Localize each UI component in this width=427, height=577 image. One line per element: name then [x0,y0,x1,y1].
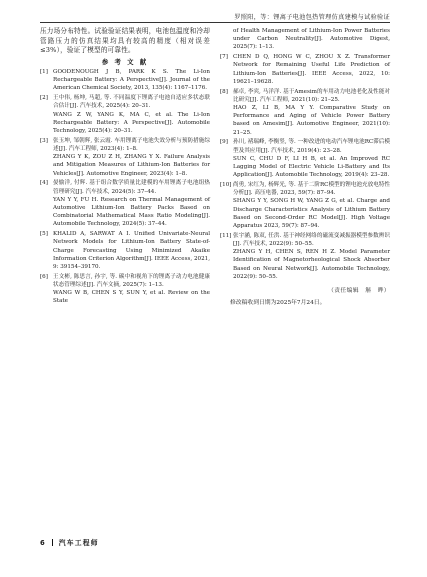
reference-body [233,53,390,86]
reference-number: [3] [40,137,48,144]
reference-item [40,94,210,135]
header-rule [40,22,390,23]
reference-item [220,88,390,137]
reference-body [53,137,210,178]
references-title: 参 考 文 献 [101,57,149,66]
reference-text: 张玉坤, 邹朝辉, 张云霞. 车用锂离子电池失效分析与预防措施综述[J]. 汽车工程师, 2023(4): 1–8. [53,137,210,152]
reference-english-text: SHANG Y Y, SONG H W, YANG Z G, et al. Charge and Discharge Characteristics Analysis of Lithium Battery Based on Second-Order RC Model[J]. High Voltage Apparatus 2023, 59(7): 87–94. [233,198,390,230]
received-date: 修改稿收到日期为2025年7月24日。 [230,300,326,307]
reference-body [233,232,390,281]
reference-body [233,138,390,179]
reference-body [233,181,390,230]
reference-number: [1] [40,68,48,75]
reference-text: 王文彬, 陈思言, 孙宇, 等. 碳中和视角下的锂离子动力电池健康状态管理综述[J]. 汽车文摘, 2025(7): 1–13. [53,273,210,289]
reference-text: KHALID A, SARWAT A I. Unified Univariate-Neural Network Models for Lithium-Ion Battery State-of-Charge Forecasting Using Minimized Akaike Information Criterion Algorithm[J]. IEEE Access, 2021, 9: 39154–39170. [53,231,210,271]
reference-text: 晏愉洋, 付辉. 基于组合数学质量比建模的车用锂离子电池组热管理研究[J]. 汽车技术, 2024(5): 37–44. [53,180,210,195]
right-column [220,27,390,307]
reference-english-text: ZHANG Y H, CHEN S, REN H Z. Model Parameter Identification of Magnetorheological Shock Absorber Based on Neural Network[J]. Automobile Technology, 2022(9): 50–55. [233,249,390,280]
reference-item [220,53,390,86]
conclusion-text: 压力场分布特性。试验验证结果表明，电池包温度和冷却管路压力的仿真结果均具有较高的精度（相对误差≤3%），验证了模型的可靠性。 [40,27,210,55]
reference-item [40,273,210,306]
reference-english-text: WANG Z W, YANG K, MA C, et al. The Li-Ion Rechargeable Battery: A Perspective[J]. Automobile Technology, 2025(4): 20–31. [53,111,210,134]
reference-body [53,94,210,135]
reference-text: CHEN D Q, HONG W C, ZHOU X Z. Transformer Network for Remaining Useful Life Prediction of Lithium-Ion Batteries[J]. IEEE Access, 2022, 10: 19621–19628. [233,54,390,85]
reference-item [40,68,210,93]
reference-number: [8] [220,88,228,95]
reference-body [233,27,390,52]
reference-item [220,181,390,230]
reference-list-right [220,27,390,281]
reference-text: 孙川, 褚瑞峰, 李衡竖, 等. 一种改进的电动汽车锂电池RC滞后模型及其应用[J]. 汽车技术, 2019(4): 23–28. [233,139,390,154]
reference-item [220,232,390,281]
reference-number: [11] [220,232,232,239]
reference-item [40,179,210,228]
reference-text: 张宇涵, 陈双, 任洪. 基于神经网络的磁流变减振器模型参数辨识[J]. 汽车技术, 2022(9): 50–55. [233,232,390,248]
reference-body [53,273,210,306]
reference-body [233,88,390,137]
reference-body [53,179,210,228]
reference-english-text: YAN Y Y, FU H. Research on Thermal Management of Automotive Lithium-Ion Battery Packs Based on Combinatorial Mathematical Mass Ratio Modeling[J]. Automobile Technology, 2024(5): 37–44. [53,196,210,228]
journal-name: 汽车工程师 [58,539,99,547]
reference-text: 尚勇, 宋红为, 杨辉光, 等. 基于二阶RC模型的锂电池充放电特性分析[J]. 高压电器, 2023, 59(7): 87–94. [233,182,390,197]
reference-text: GOODENOUGH J B, PARK K S. The Li-Ion Rechargeable Battery: A Perspective[J]. Journal of the American Chemical Society, 2013, 135(4): 1167–1176. [53,68,210,92]
footer-separator [52,539,53,546]
reference-text: 郝卓, 李宾, 马洋洋. 基于Amesim的车用动力电池老化及性能对比研究[J]. 汽车工程师, 2021(10): 21–25. [233,88,390,103]
reference-item [220,138,390,179]
page-footer [40,537,99,547]
reference-number: [4] [40,180,48,187]
reference-number: [10] [220,182,232,189]
reference-number: [9] [220,139,228,146]
running-header: 罗照阳，等：锂离子电池包热管理仿真建模与试验验证 [234,14,390,21]
reference-english-text: HAO Z, LI B, MA Y Y. Comparative Study on Performance and Aging of Vehicle Power Battery based on Amesim[J]. Automotive Engineer, 2021(10): 21–25. [233,105,390,136]
reference-english-text: SUN C, CHU D F, LI H B, et al. An Improved RC Lagging Model of Electric Vehicle Li-Battery and Its Application[J]. Automobile Technology, 2019(4): 23–28. [233,155,390,179]
reference-english-text: WANG W B, CHEN S Y, SUN Y, et al. Review on the State [53,290,210,305]
responsible-editor: （责任编辑 斛 晔） [328,288,390,295]
reference-number [220,27,233,52]
reference-item [40,137,210,178]
reference-item [220,27,390,52]
reference-body [53,230,210,271]
reference-english-text: ZHANG Y K, ZOU Z H, ZHANG Y X. Failure Analysis and Mitigation Measures of Lithium-Ion Batteries for Vehicles[J]. Automotive Engineer, 2023(4): 1–8. [53,154,210,177]
reference-body [53,68,210,93]
reference-number: [5] [40,231,48,238]
reference-text: of Health Management of Lithium-Ion Power Batteries under Carbon Neutrality[J]. Automotive Digest, 2025(7): 1–13. [233,28,390,51]
page-number: 6 [40,539,46,547]
reference-text: 王中伟, 杨坤, 马超, 等. 不同温度下锂离子电池自适应多状态联合估计[J]. 汽车技术, 2025(4): 20–31. [53,95,210,110]
reference-list-left [40,68,210,306]
reference-number: [6] [40,273,48,280]
reference-number: [7] [220,54,228,61]
reference-item [40,230,210,271]
left-column [40,27,210,307]
reference-number: [2] [40,95,48,102]
